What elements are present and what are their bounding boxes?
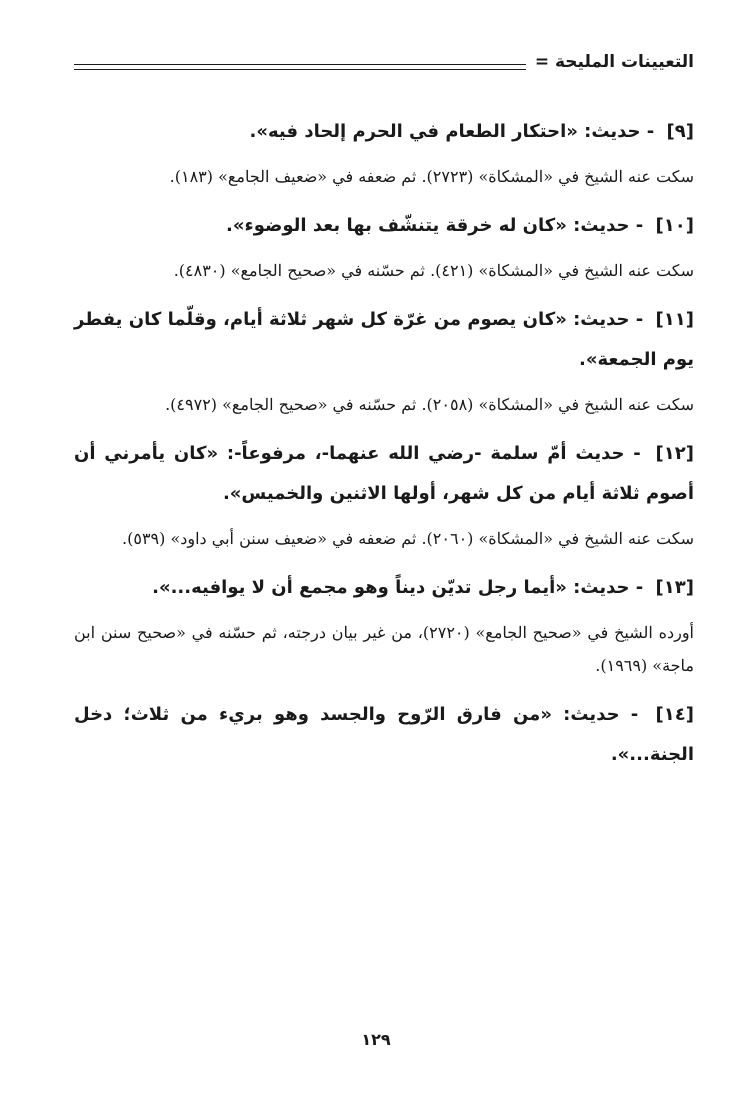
hadith-content: - حديث: «كان يصوم من غرّة كل شهر ثلاثة أيام، وقلّما كان يفطر يوم الجمعة». bbox=[74, 309, 694, 370]
hadith-number: [١٣] bbox=[655, 577, 694, 598]
hadith-content: - حديث: «احتكار الطعام في الحرم إلحاد فيه». bbox=[249, 121, 655, 142]
hadith-text bbox=[74, 206, 694, 246]
hadith-note: سكت عنه الشيخ في «المشكاة» (٢٠٦٠). ثم ضعفه في «ضعيف سنن أبي داود» (٥٣٩). bbox=[122, 529, 694, 548]
hadith-number: [٩] bbox=[666, 121, 694, 142]
entry-11 bbox=[74, 300, 694, 421]
hadith-text bbox=[74, 695, 694, 775]
header-title: التعيينات المليحة = bbox=[534, 52, 694, 72]
header-rule-top bbox=[74, 64, 526, 65]
hadith-content: - حديث: «كان له خرقة يتنشّف بها بعد الوضوء». bbox=[226, 215, 644, 236]
entry-12 bbox=[74, 434, 694, 555]
hadith-number: [١٢] bbox=[655, 443, 694, 464]
hadith-note: سكت عنه الشيخ في «المشكاة» (٤٢١). ثم حسّنه في «صحيح الجامع» (٤٨٣٠). bbox=[173, 261, 694, 280]
hadith-number: [١٤] bbox=[655, 704, 694, 725]
hadith-content: - حديث: «أيما رجل تديّن ديناً وهو مجمع أن لا يوافيه...». bbox=[152, 577, 644, 598]
page-number: ١٢٩ bbox=[361, 1030, 391, 1049]
header-rule-bottom bbox=[74, 69, 526, 70]
hadith-number: [١١] bbox=[655, 309, 694, 330]
hadith-text bbox=[74, 112, 694, 152]
page-body bbox=[74, 112, 694, 788]
entry-13 bbox=[74, 568, 694, 682]
hadith-content: - حديث: «من فارق الرّوح والجسد وهو بريء من ثلاث؛ دخل الجنة...». bbox=[74, 704, 694, 765]
entry-10 bbox=[74, 206, 694, 287]
hadith-number: [١٠] bbox=[655, 215, 694, 236]
hadith-text bbox=[74, 300, 694, 380]
hadith-note: أورده الشيخ في «صحيح الجامع» (٢٧٢٠)، من غير بيان درجته، ثم حسّنه في «صحيح سنن ابن ماجة» (١٩٦٩). bbox=[74, 623, 694, 675]
entry-14 bbox=[74, 695, 694, 775]
hadith-text bbox=[74, 434, 694, 514]
hadith-note: سكت عنه الشيخ في «المشكاة» (٢٧٢٣). ثم ضعفه في «ضعيف الجامع» (١٨٣). bbox=[169, 167, 694, 186]
hadith-note: سكت عنه الشيخ في «المشكاة» (٢٠٥٨). ثم حسّنه في «صحيح الجامع» (٤٩٧٢). bbox=[165, 395, 694, 414]
hadith-text bbox=[74, 568, 694, 608]
running-header bbox=[74, 50, 694, 80]
hadith-content: - حديث أمّ سلمة -رضي الله عنهما-، مرفوعاً-: «كان يأمرني أن أصوم ثلاثة أيام من كل شهر، أولها الاثنين والخميس». bbox=[74, 443, 694, 504]
entry-9 bbox=[74, 112, 694, 193]
